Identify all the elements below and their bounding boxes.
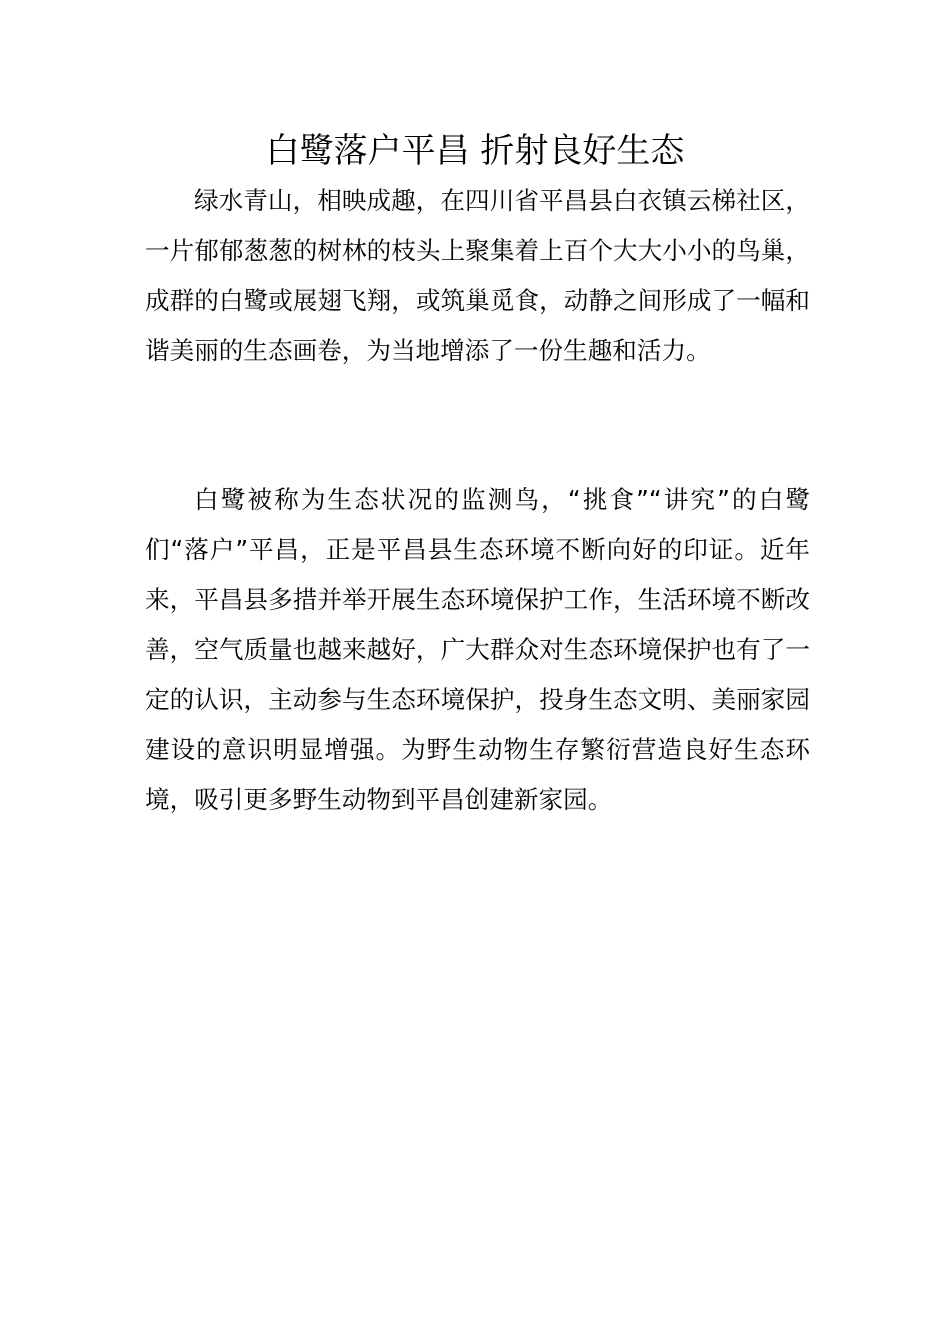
paragraph-1: 绿水青山，相映成趣，在四川省平昌县白衣镇云梯社区，一片郁郁葱葱的树林的枝头上聚集着上百个大大小小的鸟巢，成群的白鹭或展翅飞翔，或筑巢觅食，动静之间形成了一幅和谐美丽的生态画卷，为当地增添了一份生趣和活力。 — [145, 186, 810, 365]
paragraph-2: 白鹭被称为生态状况的监测鸟，“挑食”“讲究”的白鹭们“落户”平昌，正是平昌县生态环境不断向好的印证。近年来，平昌县多措并举开展生态环境保护工作，生活环境不断改善，空气质量也越来越好，广大群众对生态环境保护也有了一定的认识，主动参与生态环境保护，投身生态文明、美丽家园建设的意识明显增强。为野生动物生存繁衍营造良好生态环境，吸引更多野生动物到平昌创建新家园。 — [145, 485, 810, 814]
article-title: 白鹭落户平昌 折射良好生态 — [265, 131, 685, 171]
